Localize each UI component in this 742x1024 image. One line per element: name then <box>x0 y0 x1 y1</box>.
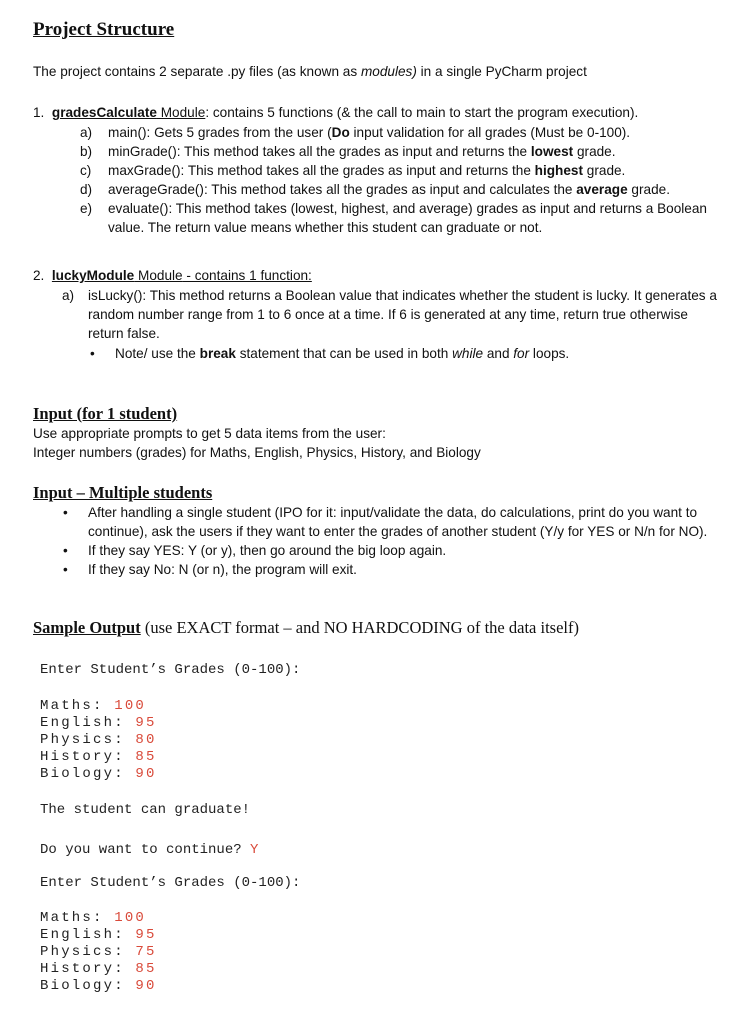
grade-label: English: <box>40 715 125 731</box>
module1-name: gradesCalculate <box>51 105 157 120</box>
grade-value: 75 <box>135 944 157 960</box>
grade-label: English: <box>40 927 125 943</box>
list-text-line2: random number range from 1 to 6 once at a time. If 6 is generated at any time, return true otherwise <box>88 307 688 322</box>
note-text <box>115 344 569 363</box>
list-text <box>108 142 616 161</box>
intro-text-italic: modules) <box>360 64 417 79</box>
grade-value: 80 <box>135 732 157 748</box>
sample-heading-row <box>33 618 579 638</box>
bullet-dot-icon: • <box>63 562 68 577</box>
grade-line <box>40 732 157 749</box>
grade-line <box>40 978 157 995</box>
module1-number: 1. <box>33 105 45 120</box>
list-text-line1: isLucky(): This method returns a Boolean value that indicates whether the student is lucky. It generates a <box>88 288 717 303</box>
grade-line <box>40 944 157 961</box>
list-text-line3: return false. <box>88 326 160 341</box>
grade-value: 95 <box>135 715 157 731</box>
bullet-text-line1: After handling a single student (IPO for it: input/validate the data, do calculations, print do you want to <box>88 505 698 520</box>
sample-heading: Sample Output <box>33 618 141 637</box>
bullet-text-line2: continue), ask the users if they want to enter the grades of another student (Y/y for YES or N/n for NO). <box>88 524 708 539</box>
note-and: and <box>483 346 514 361</box>
input-one-line2: Integer numbers (grades) for Maths, English, Physics, History, and Biology <box>33 445 481 460</box>
note-pre: Note/ use the <box>115 346 200 361</box>
grade-label: Maths: <box>40 698 104 714</box>
bullet-dot-icon: • <box>63 543 68 558</box>
grade-line <box>40 910 157 927</box>
grade-label: History: <box>40 749 125 765</box>
module2-name: luckyModule <box>51 268 135 283</box>
item-text-end: grade. <box>573 144 616 159</box>
module2-module-word: Module <box>134 268 183 283</box>
grade-label: Biology: <box>40 766 125 782</box>
grade-value: 100 <box>114 910 147 926</box>
item-text-end: grade. <box>627 182 670 197</box>
item-bold: Do <box>331 125 350 140</box>
input-one-heading: Input (for 1 student) <box>33 404 178 423</box>
grade-value: 90 <box>135 978 157 994</box>
item-bold: highest <box>534 163 584 178</box>
grade-label: Physics: <box>40 732 125 748</box>
grade-line <box>40 698 157 715</box>
grade-line <box>40 927 157 944</box>
grade-label: History: <box>40 961 125 977</box>
intro-text-before: The project contains 2 separate .py files (as known as <box>33 64 361 79</box>
note-post: loops. <box>529 346 570 361</box>
list-text <box>108 180 670 199</box>
item-bold: average <box>576 182 628 197</box>
grade-line <box>40 715 157 732</box>
item-text: maxGrade(): This method takes all the grades as input and returns the <box>108 163 535 178</box>
grade-label: Biology: <box>40 978 125 994</box>
grade-line <box>40 766 157 783</box>
grade-value: 85 <box>135 749 157 765</box>
note-italic-for: for <box>513 346 530 361</box>
note-bold: break <box>199 346 236 361</box>
sample-prompt: Enter Student’s Grades (0-100): <box>40 662 301 678</box>
list-letter: a) <box>80 125 93 140</box>
module2-number: 2. <box>33 268 45 283</box>
module2-heading <box>33 266 312 285</box>
item-text: main(): Gets 5 grades from the user ( <box>108 125 332 140</box>
note-mid: statement that can be used in both <box>235 346 453 361</box>
continue-value: Y <box>250 842 259 858</box>
list-text <box>108 123 630 142</box>
list-letter: e) <box>80 201 93 216</box>
list-letter: a) <box>62 288 75 303</box>
list-letter: d) <box>80 182 93 197</box>
grade-value: 90 <box>135 766 157 782</box>
sample-result: The student can graduate! <box>40 802 251 818</box>
sample-continue <box>40 842 258 859</box>
list-text-line1: evaluate(): This method takes (lowest, highest, and average) grades as input and returns a Boolean <box>108 201 707 216</box>
item-text-end: grade. <box>583 163 626 178</box>
list-letter: b) <box>80 144 93 159</box>
item-text: minGrade(): This method takes all the grades as input and returns the <box>108 144 531 159</box>
input-multi-heading: Input – Multiple students <box>33 483 213 502</box>
bullet-dot-icon: • <box>90 346 95 361</box>
intro-paragraph <box>33 62 587 81</box>
item-text: averageGrade(): This method takes all the grades as input and calculates the <box>108 182 577 197</box>
bullet-dot-icon: • <box>63 505 68 520</box>
page-title: Project Structure <box>33 19 175 40</box>
list-text <box>108 161 625 180</box>
grade-line <box>40 749 157 766</box>
grade-line <box>40 961 157 978</box>
grade-value: 85 <box>135 961 157 977</box>
list-letter: c) <box>80 163 92 178</box>
grades-block-1 <box>40 698 157 783</box>
module1-module-word: Module <box>156 105 206 120</box>
item-bold: lowest <box>530 144 574 159</box>
input-one-line1: Use appropriate prompts to get 5 data items from the user: <box>33 426 386 441</box>
sample-prompt-2: Enter Student’s Grades (0-100): <box>40 875 301 891</box>
sample-heading-rest: (use EXACT format – and NO HARDCODING of the data itself) <box>140 618 579 637</box>
module1-desc: : contains 5 functions (& the call to main to start the program execution). <box>205 105 639 120</box>
bullet-text: If they say YES: Y (or y), then go around the big loop again. <box>88 543 447 558</box>
bullet-text: If they say No: N (or n), the program will exit. <box>88 562 357 577</box>
module1-heading <box>33 103 638 122</box>
grades-block-2 <box>40 910 157 995</box>
continue-label: Do you want to continue? <box>40 842 242 858</box>
item-text-end: input validation for all grades (Must be 0-100). <box>349 125 631 140</box>
grade-label: Maths: <box>40 910 104 926</box>
intro-text-after: in a single PyCharm project <box>416 64 587 79</box>
note-italic-while: while <box>452 346 484 361</box>
module2-desc: - contains 1 function: <box>182 268 312 283</box>
grade-value: 95 <box>135 927 157 943</box>
grade-label: Physics: <box>40 944 125 960</box>
grade-value: 100 <box>114 698 147 714</box>
list-text-line2: value. The return value means whether this student can graduate or not. <box>108 220 543 235</box>
